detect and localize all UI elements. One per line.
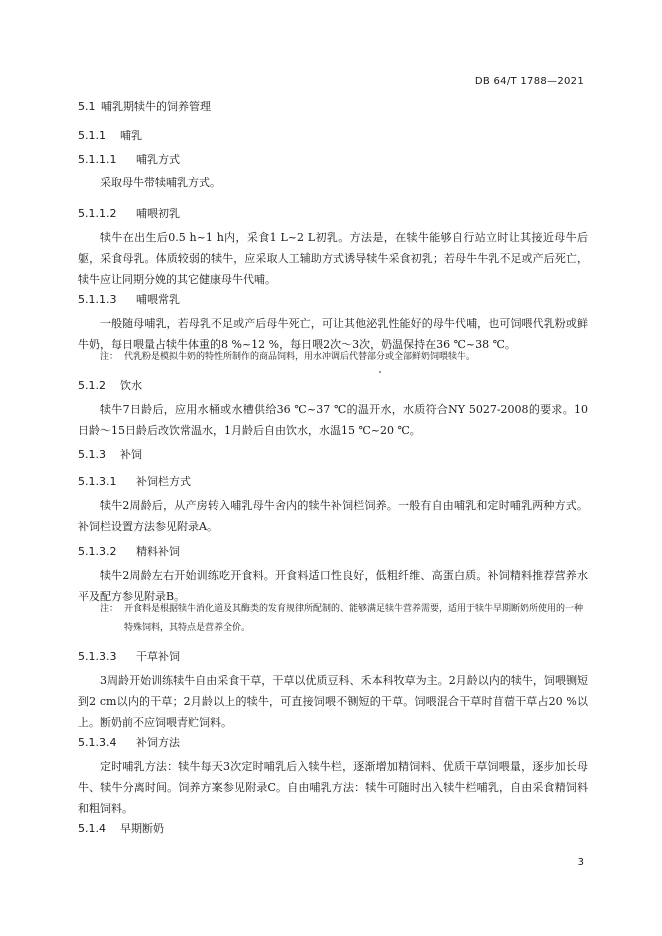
paragraph: 定时哺乳方法：犊牛每天3次定时哺乳后入犊牛栏，逐渐增加精饲料、优质干草饲喂量，逐步加长母牛、犊牛分离时间。饲养方案参见附录C。自由哺乳方法：犊牛可随时出入犊牛栏哺乳，自由采食精饲料和粗饲料。 [78, 760, 588, 815]
section-title: 饮水 [120, 379, 142, 392]
paragraph: 一般随母哺乳，若母乳不足或产后母牛死亡，可让其他泌乳性能好的母牛代哺，也可饲喂代乳粉或鲜牛奶，每日喂量占犊牛体重的8 %~12 %，每日喂2次～3次，奶温保持在36 ℃~38 ℃。 [78, 317, 588, 351]
note [100, 600, 588, 638]
section-title: 补饲栏方式 [136, 475, 191, 488]
note-label: 注： [100, 352, 119, 362]
section-title: 干草补饲 [136, 650, 180, 663]
section-heading [78, 543, 180, 559]
section-heading [78, 473, 191, 489]
section-heading [78, 446, 142, 462]
section-title: 哺乳 [120, 129, 142, 142]
section-heading [78, 648, 180, 664]
section-heading [78, 291, 180, 307]
section-title: 哺乳方式 [136, 153, 180, 166]
section-title: 哺喂初乳 [136, 207, 180, 220]
section-heading [78, 205, 180, 221]
section-title: 早期断奶 [120, 822, 164, 835]
paragraph: 犊牛7日龄后，应用水桶或水槽供给36 ℃~37 ℃的温开水，水质符合NY 5027-2008的要求。10日龄～15日龄后改饮常温水，1月龄后自由饮水，水温15 ℃~20 ℃。 [78, 403, 588, 437]
note-label: 注： [100, 604, 119, 614]
section-title: 精料补饲 [136, 545, 180, 558]
section-number: 5.1.3 [78, 448, 106, 461]
section-heading [78, 820, 164, 836]
section-heading [78, 734, 180, 750]
section-number: 5.1.1.1 [78, 153, 117, 166]
section-number: 5.1.2 [78, 379, 106, 392]
section-heading [78, 127, 142, 143]
note-text: 开食料是根据犊牛消化道及其酶类的发育规律所配制的、能够满足犊牛营养需要，适用于犊牛早期断奶所使用的一种特殊饲料，其特点是营养全价。 [124, 604, 584, 633]
section-title: 补饲方法 [136, 736, 180, 749]
section-number: 5.1.1.3 [78, 293, 117, 306]
paragraph: 犊牛2周龄左右开始训练吃开食料。开食料适口性良好，低粗纤维、高蛋白质。补饲精料推荐营养水平及配方参见附录B。 [78, 569, 588, 603]
page-number: 3 [577, 857, 584, 868]
section-title: 补饲 [120, 448, 142, 461]
section-number: 5.1 [78, 100, 96, 113]
section-number: 5.1.3.4 [78, 736, 117, 749]
scan-artifact [379, 371, 381, 373]
section-title: 哺乳期犊牛的饲养管理 [101, 100, 211, 113]
section-number: 5.1.3.1 [78, 475, 117, 488]
section-number: 5.1.1 [78, 129, 106, 142]
paragraph: 犊牛在出生后0.5 h~1 h内，采食1 L~2 L初乳。方法是，在犊牛能够自行站立时让其接近母牛后躯，采食母乳。体质较弱的犊牛，应采取人工辅助方式诱导犊牛采食初乳；若母牛牛乳不足或产后死亡，犊牛应让同期分娩的其它健康母牛代哺。 [78, 231, 588, 286]
section-number: 5.1.1.2 [78, 207, 117, 220]
note [100, 348, 588, 367]
paragraph: 犊牛2周龄后，从产房转入哺乳母牛舍内的犊牛补饲栏饲养。一般有自由哺乳和定时哺乳两种方式。补饲栏设置方法参见附录A。 [78, 499, 588, 533]
section-heading [78, 377, 142, 393]
paragraph: 3周龄开始训练犊牛自由采食干草，干草以优质豆科、禾本科牧草为主。2月龄以内的犊牛，饲喂铡短到2 cm以内的干草；2月龄以上的犊牛，可直接饲喂不铡短的干草。饲喂混合干草时苜蓿干草占20 %以上。断奶前不应饲喂青贮饲料。 [78, 674, 588, 729]
paragraph: 采取母牛带犊哺乳方式。 [100, 176, 221, 189]
section-number: 5.1.4 [78, 822, 106, 835]
note-text: 代乳粉是模拟牛奶的特性所制作的商品饲料，用水冲调后代替部分或全部鲜奶饲喂犊牛。 [124, 352, 476, 362]
section-number: 5.1.3.3 [78, 650, 117, 663]
standard-number: DB 64/T 1788—2021 [474, 76, 584, 87]
section-title: 哺喂常乳 [136, 293, 180, 306]
section-number: 5.1.3.2 [78, 545, 117, 558]
section-heading [78, 151, 180, 167]
section-heading [78, 98, 211, 114]
